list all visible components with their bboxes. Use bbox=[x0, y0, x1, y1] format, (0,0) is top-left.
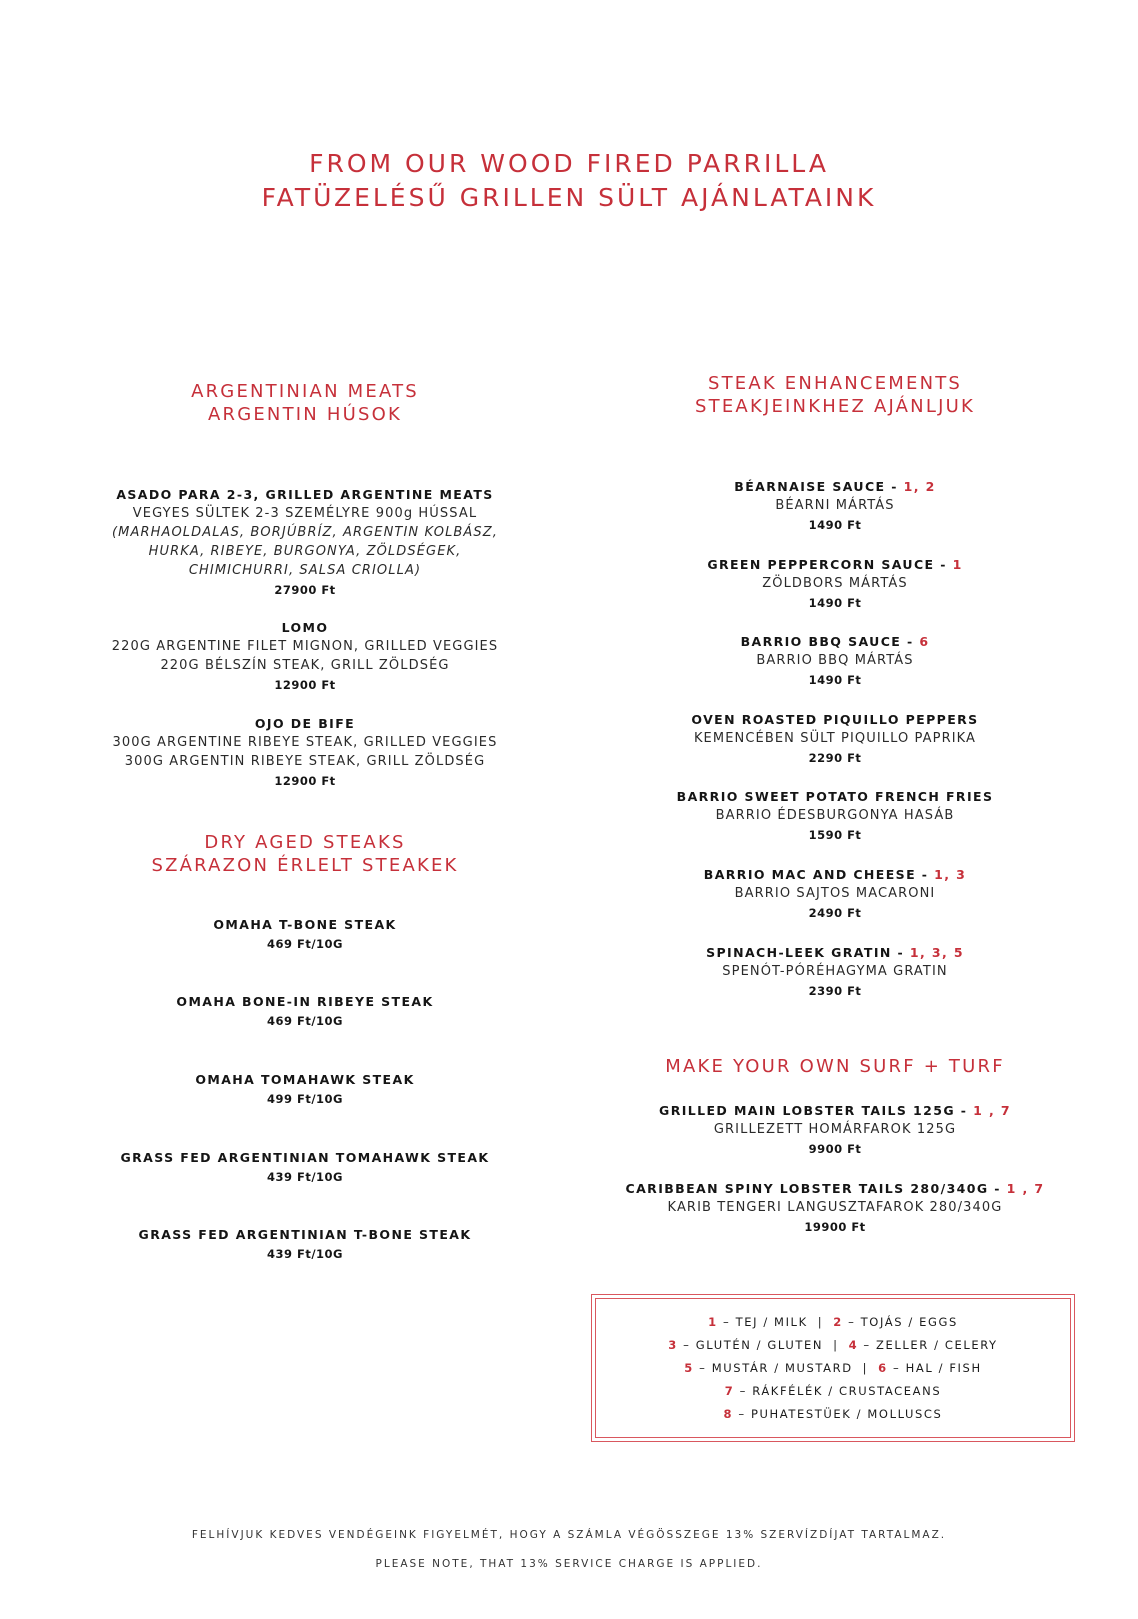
allergen-line bbox=[592, 1403, 1074, 1426]
surf-turf-title: MAKE YOUR OWN SURF + TURF bbox=[665, 1056, 1005, 1077]
allergen-codes: 1 , 7 bbox=[973, 1103, 1011, 1118]
dry-aged-title bbox=[95, 831, 515, 877]
item-name: OMAHA TOMAHAWK STEAK bbox=[195, 1072, 415, 1087]
item-description: 220G BÉLSZÍN STEAK, GRILL ZÖLDSÉG bbox=[160, 658, 450, 673]
item-description: GRILLEZETT HOMÁRFAROK 125G bbox=[713, 1122, 957, 1137]
menu-item-dry-aged bbox=[95, 1148, 515, 1187]
item-price: 1490 Ft bbox=[808, 673, 862, 687]
item-name-text: BARRIO BBQ SAUCE - bbox=[740, 634, 920, 649]
menu-item-enhancement bbox=[610, 943, 1060, 1001]
section-title-hu: STEAKJEINKHEZ AJÁNLJUK bbox=[695, 396, 975, 417]
section-title-en: DRY AGED STEAKS bbox=[204, 832, 406, 853]
allergen-label: – PUHATESTÜEK / MOLLUSCS bbox=[733, 1407, 943, 1421]
allergen-label: – RÁKFÉLÉK / CRUSTACEANS bbox=[734, 1384, 942, 1398]
item-price: 469 Ft/10G bbox=[266, 937, 343, 951]
page-title bbox=[0, 147, 1138, 215]
allergen-number: 1 bbox=[708, 1315, 718, 1329]
item-name: OJO DE BIFE bbox=[254, 716, 356, 731]
item-name bbox=[610, 943, 1060, 962]
item-note: CHIMICHURRI, SALSA CRIOLLA) bbox=[188, 563, 422, 578]
item-price: 27900 Ft bbox=[274, 583, 336, 597]
item-price: 19900 Ft bbox=[804, 1220, 866, 1234]
item-price: 439 Ft/10G bbox=[266, 1247, 343, 1261]
item-name bbox=[610, 1179, 1060, 1198]
item-name bbox=[610, 710, 1060, 729]
allergen-codes: 1, 3, 5 bbox=[909, 945, 964, 960]
item-price: 469 Ft/10G bbox=[266, 1014, 343, 1028]
item-price: 12900 Ft bbox=[274, 774, 336, 788]
item-name-text: SPINACH-LEEK GRATIN - bbox=[706, 945, 910, 960]
allergen-number: 2 bbox=[833, 1315, 843, 1329]
item-name bbox=[610, 632, 1060, 651]
item-description: BARRIO SAJTOS MACARONI bbox=[734, 886, 936, 901]
item-name bbox=[610, 787, 1060, 806]
allergen-separator: | bbox=[817, 1315, 824, 1329]
item-description: KEMENCÉBEN SÜLT PIQUILLO PAPRIKA bbox=[693, 731, 977, 746]
item-price: 2390 Ft bbox=[808, 984, 862, 998]
menu-item-ojo-de-bife bbox=[95, 714, 515, 791]
item-name: GRASS FED ARGENTINIAN TOMAHAWK STEAK bbox=[120, 1150, 490, 1165]
menu-item-lomo bbox=[95, 618, 515, 695]
page-title-hu: FATÜZELÉSŰ GRILLEN SÜLT AJÁNLATAINK bbox=[261, 183, 877, 212]
allergen-codes: 1 , 7 bbox=[1006, 1181, 1045, 1196]
allergen-label: – GLUTÉN / GLUTEN bbox=[677, 1338, 824, 1352]
menu-item-enhancement bbox=[610, 787, 1060, 845]
item-name-text: GRILLED MAIN LOBSTER TAILS 125G - bbox=[659, 1103, 974, 1118]
allergen-number: 3 bbox=[668, 1338, 678, 1352]
item-price: 2490 Ft bbox=[808, 906, 862, 920]
allergen-codes: 6 bbox=[919, 634, 930, 649]
item-price: 2290 Ft bbox=[808, 751, 862, 765]
allergen-number: 8 bbox=[723, 1407, 734, 1421]
item-description: ZÖLDBORS MÁRTÁS bbox=[762, 576, 908, 591]
dry-aged-section bbox=[95, 831, 515, 877]
item-name: OMAHA BONE-IN RIBEYE STEAK bbox=[176, 994, 434, 1009]
item-description: SPENÓT-PÓRÉHAGYMA GRATIN bbox=[722, 964, 948, 979]
item-price: 1490 Ft bbox=[808, 596, 862, 610]
section-title-en: STEAK ENHANCEMENTS bbox=[707, 373, 963, 394]
menu-item-lobster bbox=[610, 1179, 1060, 1237]
item-name-text: GREEN PEPPERCORN SAUCE - bbox=[707, 557, 953, 572]
item-description: 300G ARGENTINE RIBEYE STEAK, GRILLED VEGGIES bbox=[112, 735, 498, 750]
allergen-label: – TEJ / MILK bbox=[717, 1315, 808, 1329]
item-name-text: OVEN ROASTED PIQUILLO PEPPERS bbox=[691, 712, 979, 727]
item-description: 300G ARGENTIN RIBEYE STEAK, GRILL ZÖLDSÉG bbox=[124, 754, 486, 769]
allergen-number: 5 bbox=[684, 1361, 694, 1375]
menu-item-dry-aged bbox=[95, 915, 515, 954]
menu-item-enhancement bbox=[610, 477, 1060, 535]
item-price: 12900 Ft bbox=[274, 678, 336, 692]
allergen-separator: | bbox=[862, 1361, 869, 1375]
allergen-line bbox=[592, 1311, 1074, 1334]
item-price: 1490 Ft bbox=[808, 518, 862, 532]
allergen-codes: 1, 3 bbox=[934, 867, 967, 882]
footer-line-en: PLEASE NOTE, THAT 13% SERVICE CHARGE IS APPLIED. bbox=[375, 1558, 763, 1570]
surf-turf-section bbox=[610, 1055, 1060, 1078]
allergen-line bbox=[592, 1380, 1074, 1403]
menu-item-dry-aged bbox=[95, 992, 515, 1031]
item-name-text: BARRIO MAC AND CHEESE - bbox=[703, 867, 935, 882]
item-note: HURKA, RIBEYE, BURGONYA, ZÖLDSÉGEK, bbox=[148, 544, 462, 559]
allergen-label: – MUSTÁR / MUSTARD bbox=[693, 1361, 853, 1375]
item-description: KARIB TENGERI LANGUSZTAFAROK 280/340G bbox=[667, 1200, 1003, 1215]
allergen-separator: | bbox=[833, 1338, 839, 1352]
allergen-number: 6 bbox=[878, 1361, 888, 1375]
item-name: GRASS FED ARGENTINIAN T-BONE STEAK bbox=[138, 1227, 472, 1242]
section-title-hu: SZÁRAZON ÉRLELT STEAKEK bbox=[151, 855, 459, 876]
menu-item-dry-aged bbox=[95, 1070, 515, 1109]
item-price: 439 Ft/10G bbox=[266, 1170, 343, 1184]
item-name: LOMO bbox=[281, 620, 329, 635]
menu-item-enhancement bbox=[610, 865, 1060, 923]
enhancements-title bbox=[610, 372, 1060, 418]
allergen-line bbox=[592, 1334, 1074, 1357]
item-price: 499 Ft/10G bbox=[266, 1092, 343, 1106]
menu-item-dry-aged bbox=[95, 1225, 515, 1264]
allergen-line bbox=[592, 1357, 1074, 1380]
item-name: OMAHA T-BONE STEAK bbox=[213, 917, 397, 932]
item-name-text: BARRIO SWEET POTATO FRENCH FRIES bbox=[676, 789, 994, 804]
item-name bbox=[610, 865, 1060, 884]
allergen-codes: 1 bbox=[952, 557, 963, 572]
allergen-legend bbox=[591, 1294, 1075, 1442]
item-description: BARRIO BBQ MÁRTÁS bbox=[756, 653, 914, 668]
item-price: 1590 Ft bbox=[808, 828, 862, 842]
allergen-number: 4 bbox=[848, 1338, 859, 1352]
allergen-codes: 1, 2 bbox=[903, 479, 936, 494]
menu-item-enhancement bbox=[610, 632, 1060, 690]
menu-item-asado bbox=[95, 485, 515, 600]
argentinian-meats-title bbox=[95, 380, 515, 426]
menu-item-enhancement bbox=[610, 710, 1060, 768]
allergen-label: – HAL / FISH bbox=[887, 1361, 982, 1375]
enhancements-section bbox=[610, 372, 1060, 418]
menu-item-enhancement bbox=[610, 555, 1060, 613]
item-price: 9900 Ft bbox=[808, 1142, 862, 1156]
allergen-legend-lines bbox=[592, 1311, 1074, 1426]
allergen-label: – ZELLER / CELERY bbox=[858, 1338, 998, 1352]
footer-line-hu: FELHÍVJUK KEDVES VENDÉGEINK FIGYELMÉT, HOGY A SZÁMLA VÉGÖSSZEGE 13% SZERVÍZDÍJAT TARTALMAZ. bbox=[191, 1529, 947, 1541]
page-title-en: FROM OUR WOOD FIRED PARRILLA bbox=[309, 149, 829, 178]
item-note: (MARHAOLDALAS, BORJÚBRÍZ, ARGENTIN KOLBÁSZ, bbox=[111, 525, 499, 540]
section-title-en: ARGENTINIAN MEATS bbox=[191, 381, 419, 402]
item-description: BÉARNI MÁRTÁS bbox=[775, 498, 895, 513]
argentinian-meats-section bbox=[95, 380, 515, 426]
item-name: ASADO PARA 2-3, GRILLED ARGENTINE MEATS bbox=[116, 487, 494, 502]
section-title-hu: ARGENTIN HÚSOK bbox=[207, 404, 402, 425]
item-name bbox=[610, 477, 1060, 496]
allergen-label: – TOJÁS / EGGS bbox=[842, 1315, 958, 1329]
item-name bbox=[610, 555, 1060, 574]
item-name-text: BÉARNAISE SAUCE - bbox=[734, 479, 904, 494]
item-name-text: CARIBBEAN SPINY LOBSTER TAILS 280/340G - bbox=[625, 1181, 1007, 1196]
item-description: 220G ARGENTINE FILET MIGNON, GRILLED VEGGIES bbox=[111, 639, 499, 654]
item-description: VEGYES SÜLTEK 2-3 SZEMÉLYRE 900g HÚSSAL bbox=[132, 506, 478, 521]
item-name bbox=[610, 1101, 1060, 1120]
item-description: BARRIO ÉDESBURGONYA HASÁB bbox=[715, 808, 955, 823]
footer-service-charge bbox=[0, 1521, 1138, 1579]
allergen-number: 7 bbox=[724, 1384, 735, 1398]
menu-item-lobster bbox=[610, 1101, 1060, 1159]
